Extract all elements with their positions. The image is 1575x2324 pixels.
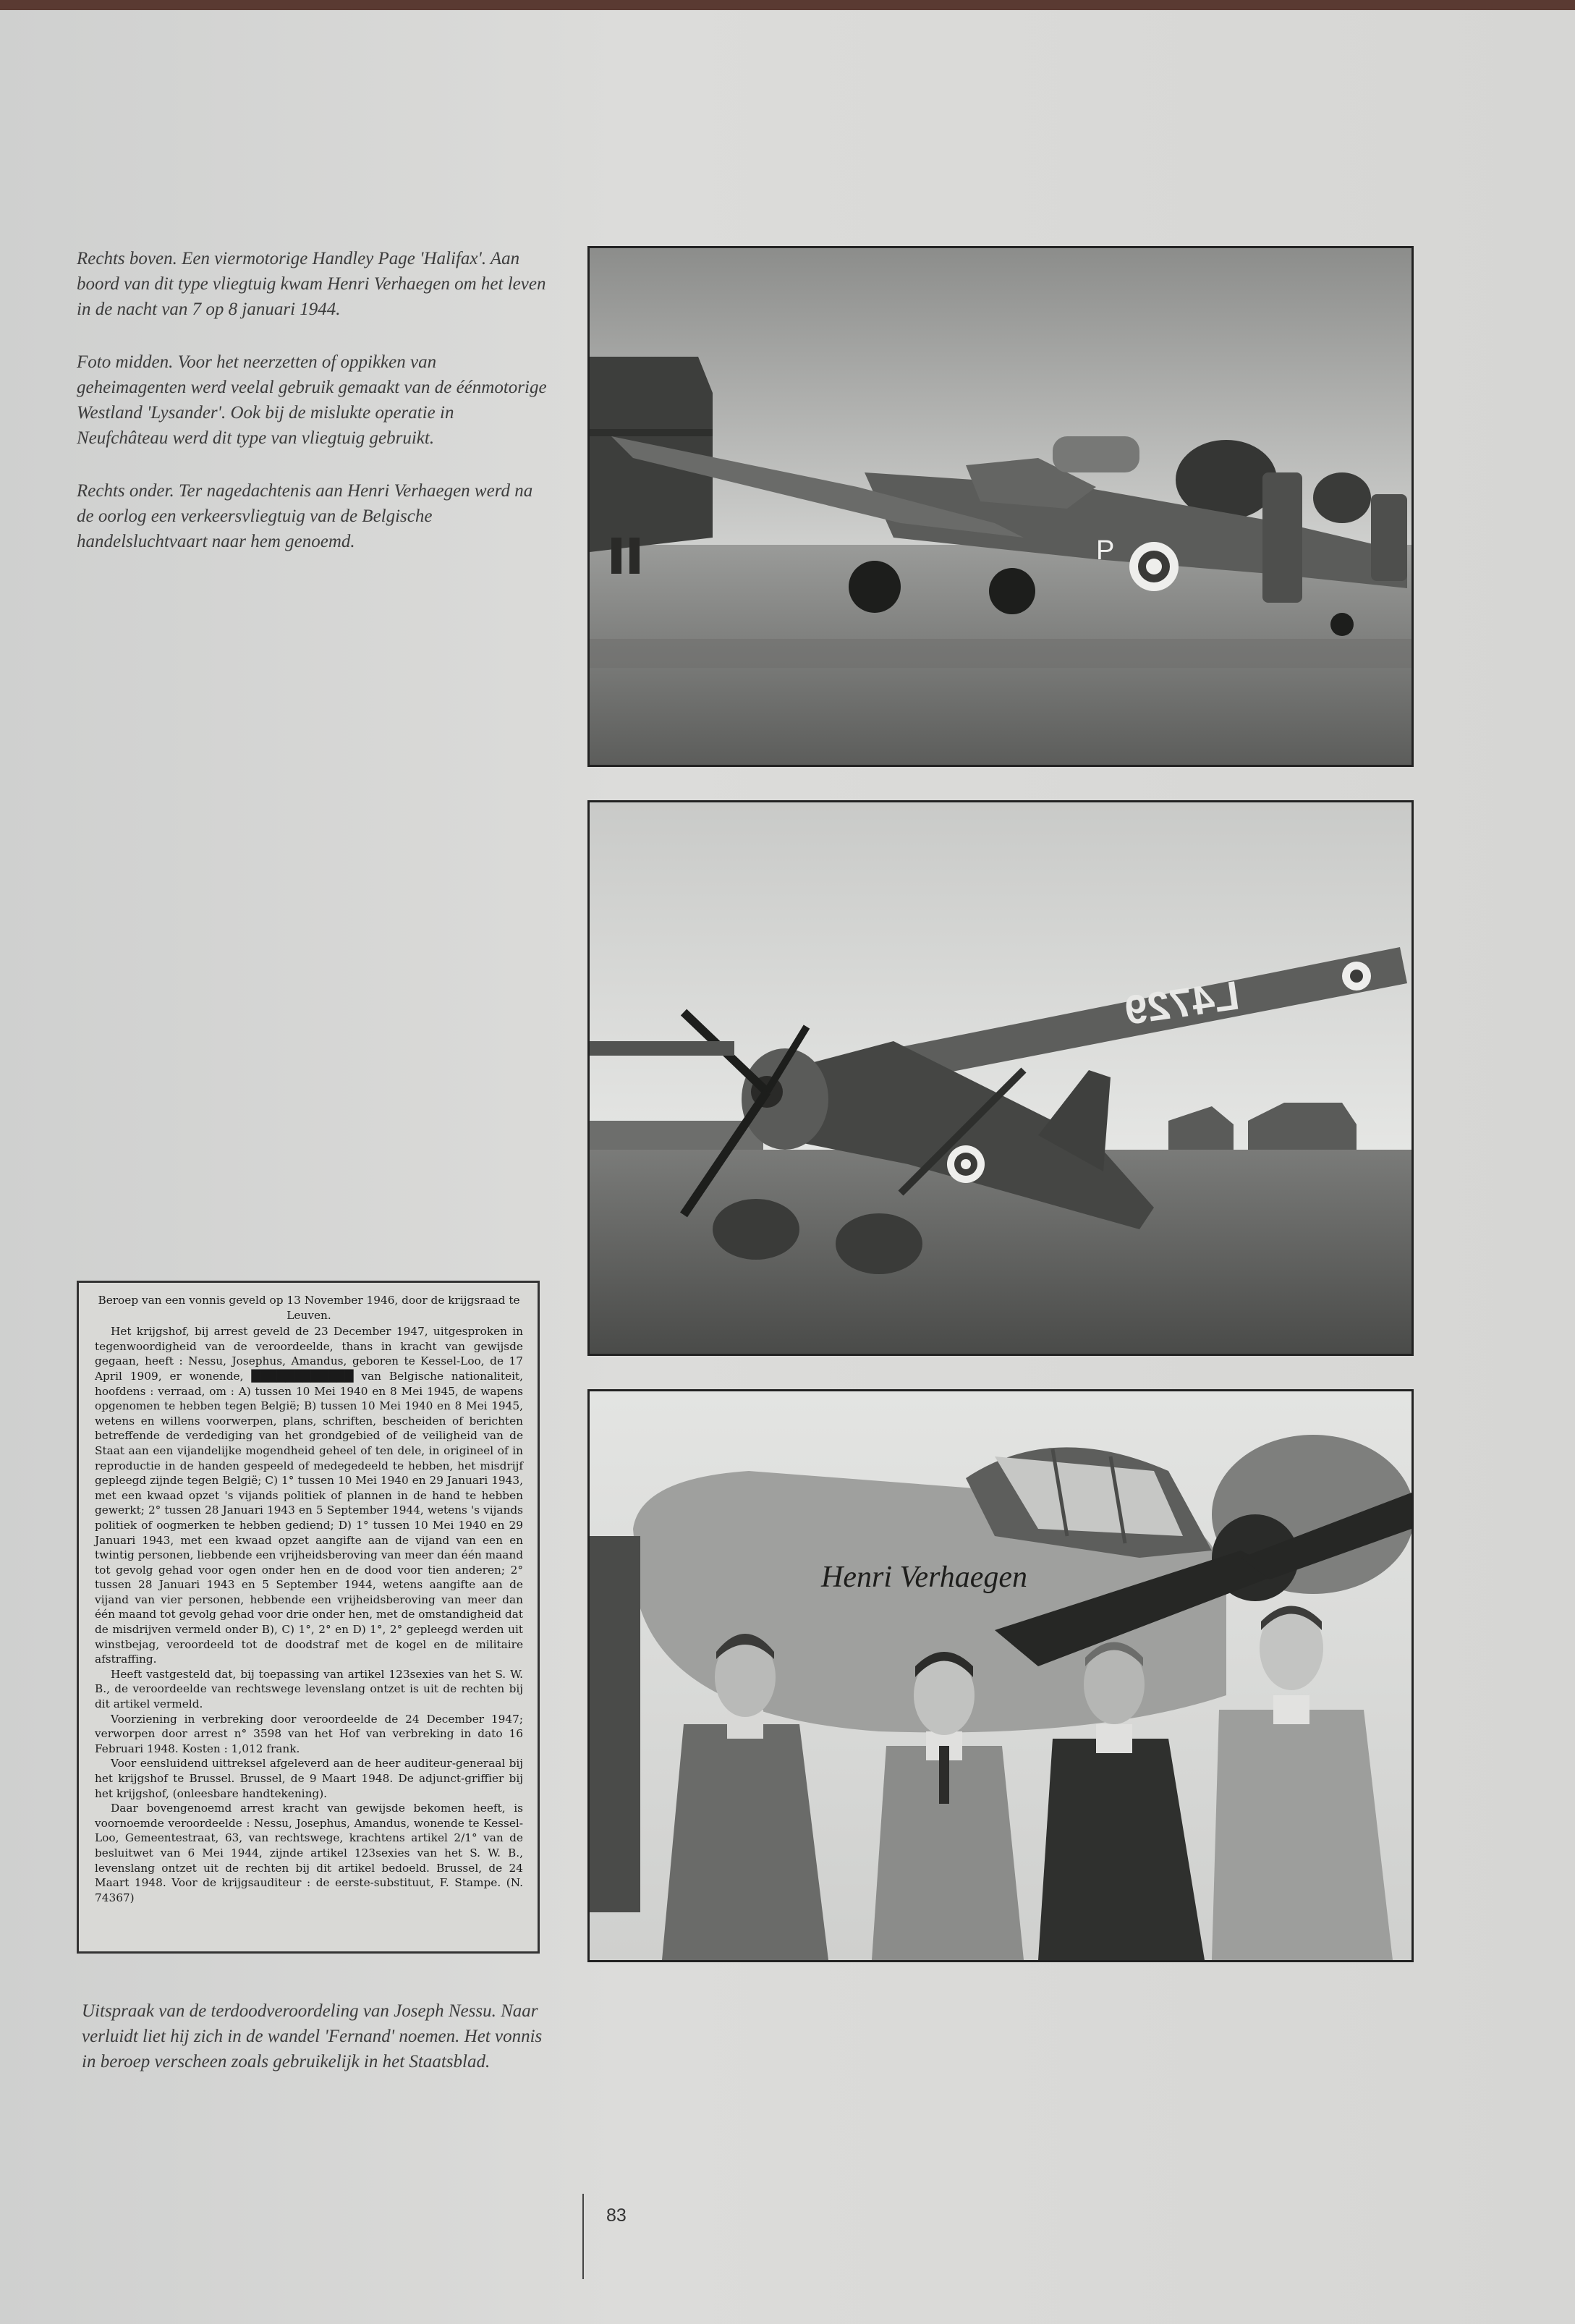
caption-middle: Foto midden. Voor het neerzetten of oppikken van geheimagenten werd veelal gebruik gemaakt van de éénmotorige Westland 'Lysander'. Ook bij de mislukte operatie in Neufchâteau werd dit type van vliegtuig gebruikt. <box>77 352 547 448</box>
aircraft-nose-name: Henri Verhaegen <box>821 1561 1027 1594</box>
page-number: 83 <box>606 2205 627 2226</box>
clipping-paragraph: Heeft vastgesteld dat, bij toepassing van artikel 123sexies van het S. W. B., de veroordeelde van rechtswege levenslang ontzet is uit de rechten bij dit artikel vermeld. <box>95 1667 523 1711</box>
staatsblad-clipping <box>77 1281 540 1954</box>
clipping-paragraph: Daar bovengenoemd arrest kracht van gewijsde bekomen heeft, is voornoemde veroordeelde : Nessu, Josephus, Amandus, wonende te Kessel-Loo, Gemeentestraat, 63, van rechtswege, krachtens artikel 2/1° van de besluitwet van 6 Mei 1944, zijnde artikel 123sexies van het S. W. B., levenslang ontzet uit de rechten bij dit artikel bedoeld. Brussel, de 24 Maart 1948. Voor de krijgsauditeur : de eerste-substituut, F. Stampe. (N. 74367) <box>95 1802 523 1904</box>
clipping-paragraph: Voor eensluidend uittreksel afgeleverd aan de heer auditeur-generaal bij het krijgshof te Brussel. Brussel, de 9 Maart 1948. De adjunct-griffier bij het krijgshof, (onleesbare handtekening). <box>95 1757 523 1800</box>
page-number-rule <box>582 2194 584 2279</box>
caption-bottom-right: Rechts onder. Ter nagedachtenis aan Henri Verhaegen werd na de oorlog een verkeersvliegtuig van de Belgische handelsluchtvaart naar hem genoemd. <box>77 481 533 551</box>
clipping-paragraph: Voorziening in verbreking door veroordeelde de 24 December 1947; verworpen door arrest n° 3598 van het Hof van verbreking in dato 16 Februari 1948. Kosten : 1,012 frank. <box>95 1712 523 1755</box>
caption-clipping: Uitspraak van de terdoodveroordeling van Joseph Nessu. Naar verluidt liet hij zich in de wandel 'Fernand' noemen. Het vonnis in beroep verscheen zoals gebruikelijk in het Staatsblad. <box>82 2001 543 2071</box>
clipping-heading: Beroep van een vonnis geveld op 13 November 1946, door de krijgsraad te Leuven. <box>98 1294 520 1322</box>
halifax-code-letter: P <box>1096 535 1115 566</box>
lysander-photo <box>587 800 1414 1356</box>
halifax-photo <box>587 246 1414 767</box>
crew-photo <box>587 1389 1414 1962</box>
lysander-serial: L4729 <box>1121 972 1242 1033</box>
book-page <box>0 10 1575 2324</box>
clipping-paragraph: Het krijgshof, bij arrest geveld de 23 December 1947, uitgesproken in tegenwoordigheid van de veroordeelde, thans in kracht van gewijsde gegaan, heeft : Nessu, Josephus, Amandus, geboren te Kessel-Loo, de 17 April 1909, er wonende, ████████████ van Belgische nationaliteit, hoofdens : verraad, om : A) tussen 10 Mei 1940 en 8 Mei 1945, de wapens opgenomen te hebben tegen België; B) tussen 10 Mei 1940 en 8 Mei 1945, wetens en willens voorwerpen, plans, schriften, bescheiden of berichten betreffende de verdediging van het grondgebied of de veiligheid van de Staat aan een vijandelijke mogendheid geheel of ten dele, in origineel of in reproductie in de handen gespeeld of medegedeeld te hebben, het misdrijf gepleegd zijnde tegen België; C) 1° tussen 10 Mei 1940 en 29 Januari 1943, met een kwaad opzet 's vijands politiek of plannen in de hand te hebben gewerkt; 2° tussen 28 Januari 1943 en 5 September 1944, wetens 's vijands politiek of oogmerken te hebben gediend; D) 1° tussen 10 Mei 1940 en 29 Januari 1943, met een kwaad opzet aangifte aan de vijand van een en twintig personen, liebbende een vrijheidsberoving van meer dan één maand tot gevolg gehad voor ogen onder hen en de dood voor tien anderen; 2° tussen 28 Januari 1943 en 5 September 1944, wetens aangifte aan de vijand van vier personen, hebbende een vrijheidsberoving van meer dan één maand tot gevolg gehad voor drie onder hen, met de omstandigheid dat de misdrijven vermeld onder B), C) 1°, 2° en D) 1°, 2° gepleegd werden uit winstbejag, veroordeeld tot de doodstraf met de kogel en de militaire afstraffing. <box>95 1325 523 1666</box>
photo-captions <box>77 246 547 582</box>
caption-top-right: Rechts boven. Een viermotorige Handley Page 'Halifax'. Aan boord van dit type vliegtuig kwam Henri Verhaegen om het leven in de nacht van 7 op 8 januari 1944. <box>77 249 546 319</box>
